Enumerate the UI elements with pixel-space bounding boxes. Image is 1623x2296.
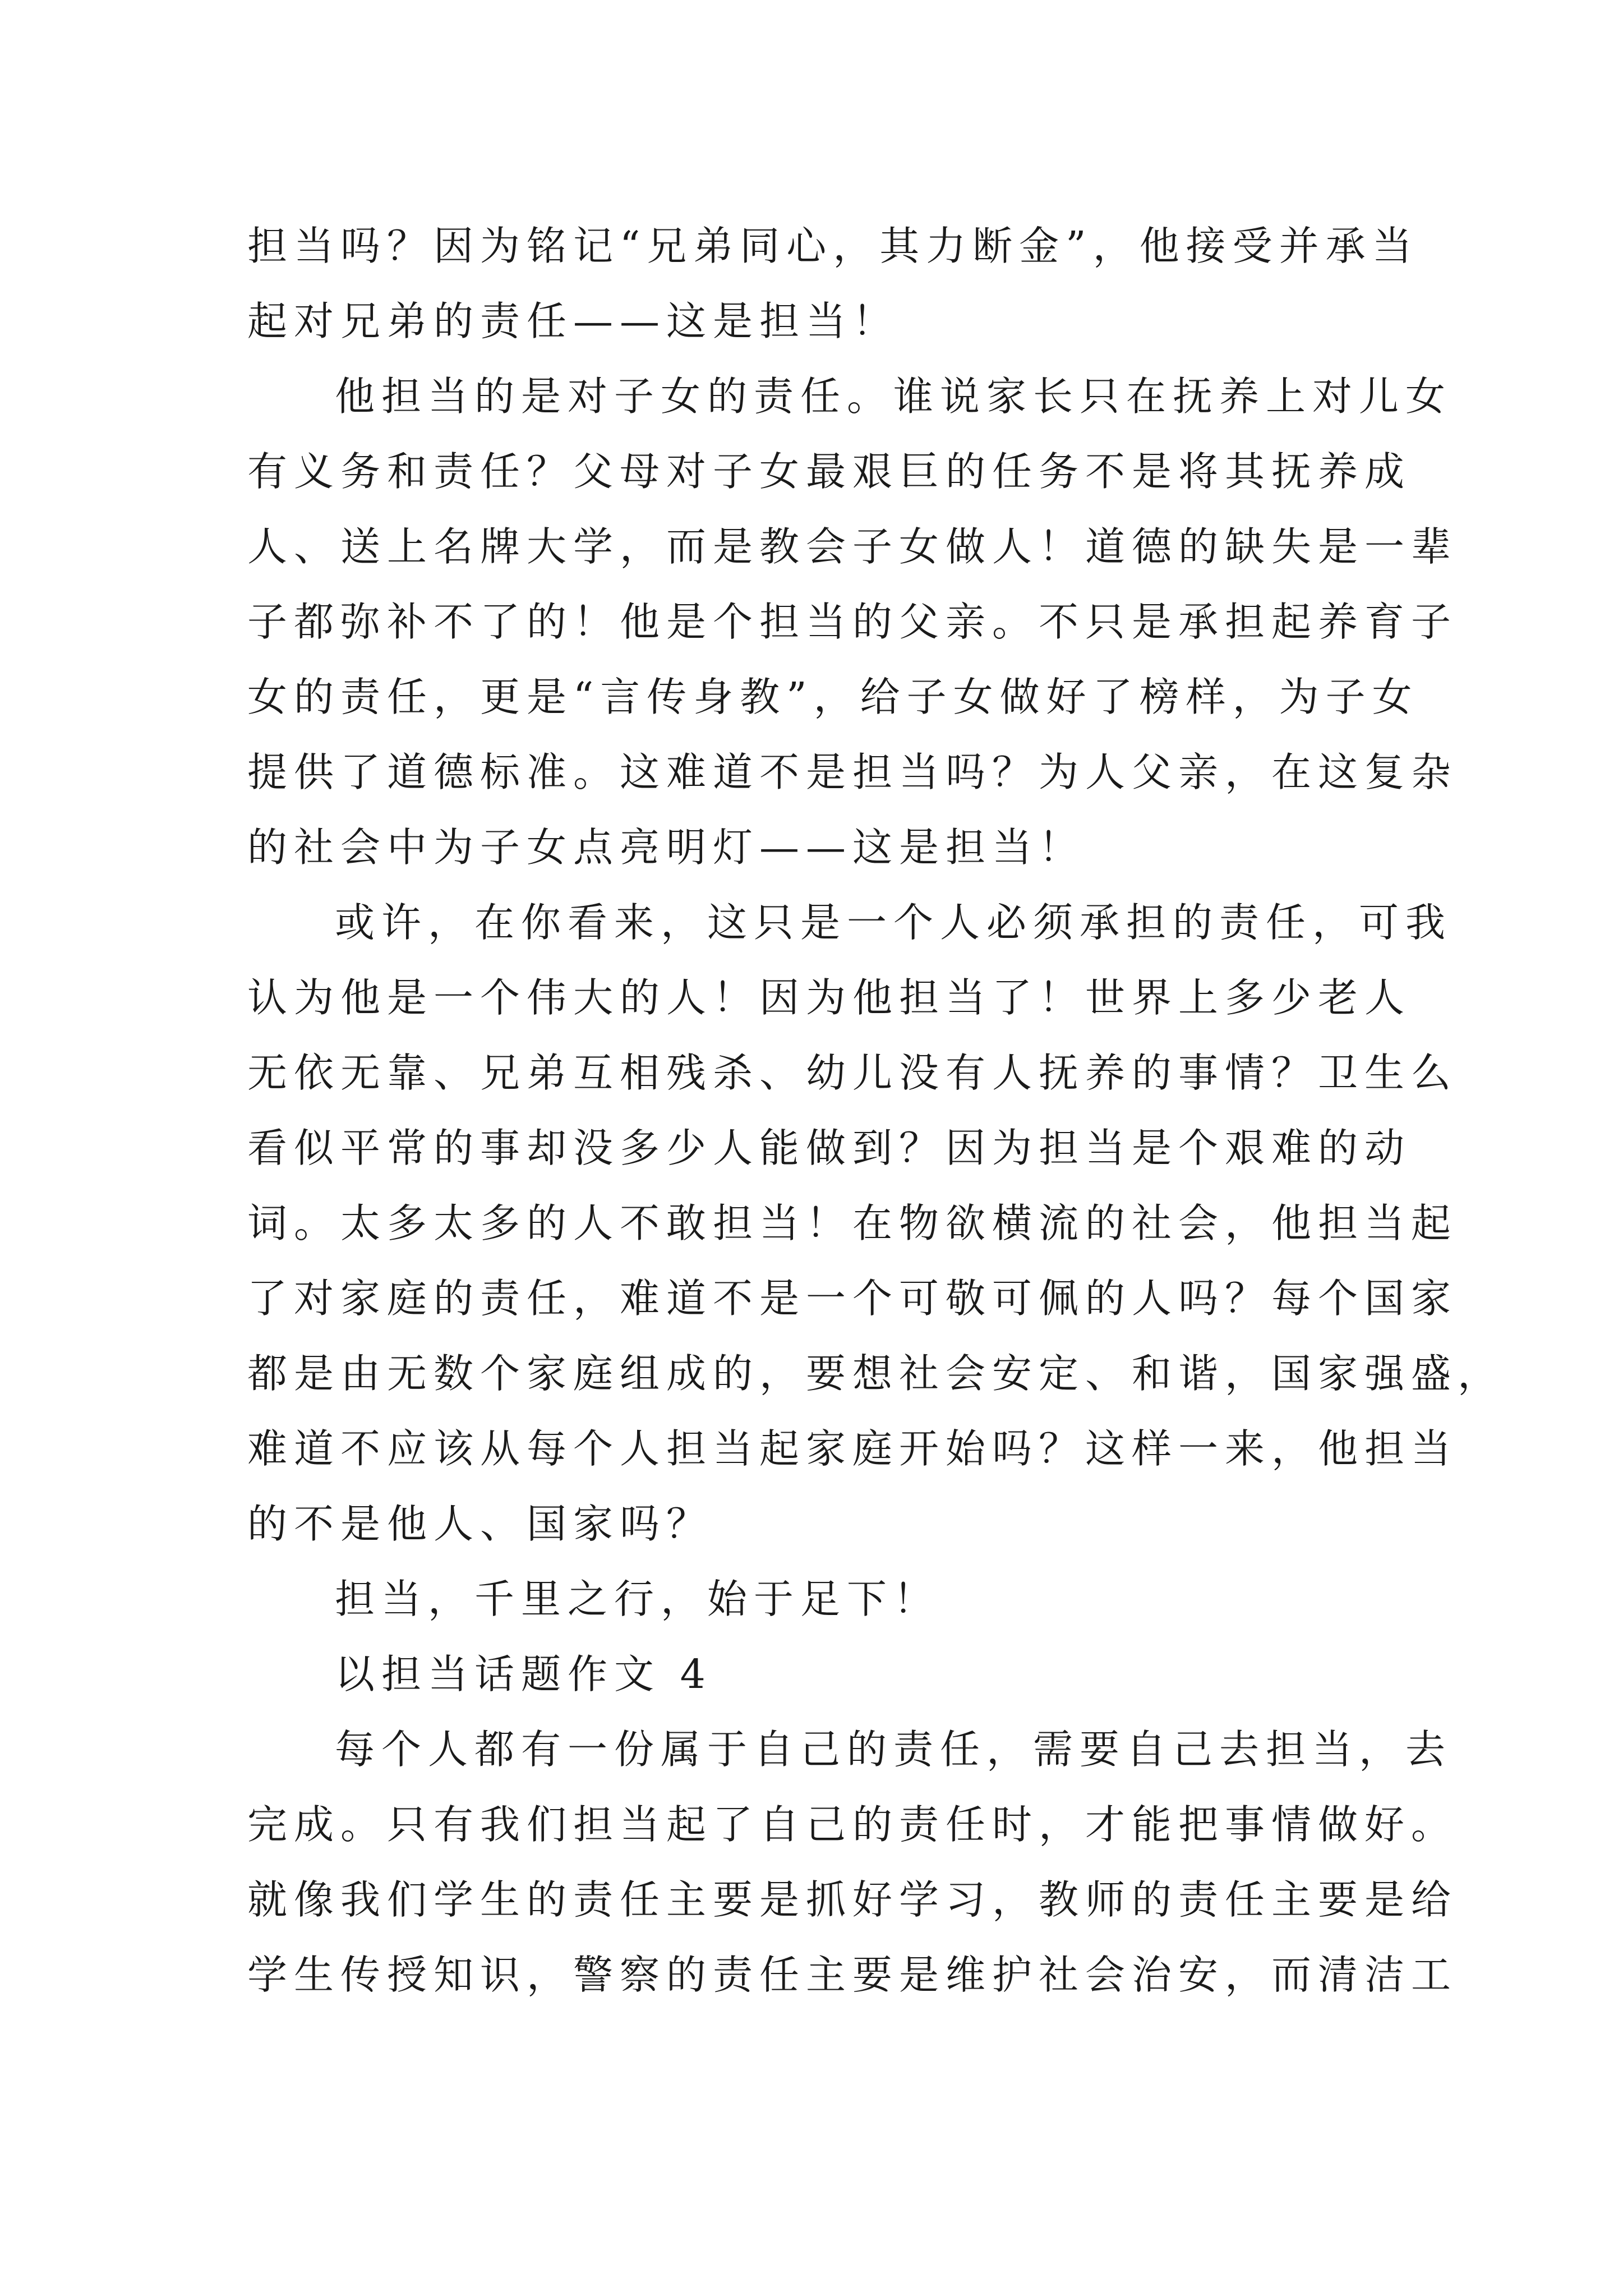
text-line: 了对家庭的责任，难道不是一个可敬可佩的人吗？每个国家 bbox=[247, 1275, 1458, 1322]
text-line: 学生传授知识，警察的责任主要是维护社会治安，而清洁工 bbox=[247, 1952, 1458, 1998]
text-line: 的不是他人、国家吗？ bbox=[247, 1501, 713, 1547]
text-line: 无依无靠、兄弟互相残杀、幼儿没有人抚养的事情？卫生么 bbox=[247, 1050, 1458, 1096]
text-line: 难道不应该从每个人担当起家庭开始吗？这样一来，他担当 bbox=[247, 1425, 1458, 1472]
text-line: 就像我们学生的责任主要是抓好学习，教师的责任主要是给 bbox=[247, 1876, 1458, 1923]
paragraph-start-line: 或许，在你看来，这只是一个人必须承担的责任，可我 bbox=[335, 899, 1453, 946]
text-line: 提供了道德标准。这难道不是担当吗？为人父亲，在这复杂 bbox=[247, 749, 1458, 795]
text-line: 有义务和责任？父母对子女最艰巨的任务不是将其抚养成 bbox=[247, 448, 1412, 495]
text-line: 担当吗？因为铭记“兄弟同心，其力断金”，他接受并承当 bbox=[247, 223, 1419, 269]
text-line: 起对兄弟的责任——这是担当！ bbox=[247, 298, 900, 344]
text-line: 的社会中为子女点亮明灯——这是担当！ bbox=[247, 824, 1086, 871]
paragraph-start-line: 他担当的是对子女的责任。谁说家长只在抚养上对儿女 bbox=[335, 373, 1453, 420]
text-line: 人、送上名牌大学，而是教会子女做人！道德的缺失是一辈 bbox=[247, 523, 1458, 570]
text-line: 认为他是一个伟大的人！因为他担当了！世界上多少老人 bbox=[247, 974, 1412, 1021]
paragraph-start-line: 担当，千里之行，始于足下！ bbox=[335, 1576, 940, 1622]
text-line: 子都弥补不了的！他是个担当的父亲。不只是承担起养育子 bbox=[247, 599, 1458, 645]
text-line: 完成。只有我们担当起了自己的责任时，才能把事情做好。 bbox=[247, 1801, 1458, 1848]
text-line: 女的责任，更是“言传身教”，给子女做好了榜样，为子女 bbox=[247, 674, 1419, 720]
text-line: 看似平常的事却没多少人能做到？因为担当是个艰难的动 bbox=[247, 1125, 1412, 1171]
paragraph-start-line: 每个人都有一份属于自己的责任，需要自己去担当，去 bbox=[335, 1726, 1453, 1773]
section-heading: 以担当话题作文 4 bbox=[335, 1651, 712, 1697]
text-line: 词。太多太多的人不敢担当！在物欲横流的社会，他担当起 bbox=[247, 1200, 1458, 1246]
text-line: 都是由无数个家庭组成的，要想社会安定、和谐，国家强盛， bbox=[247, 1350, 1505, 1397]
